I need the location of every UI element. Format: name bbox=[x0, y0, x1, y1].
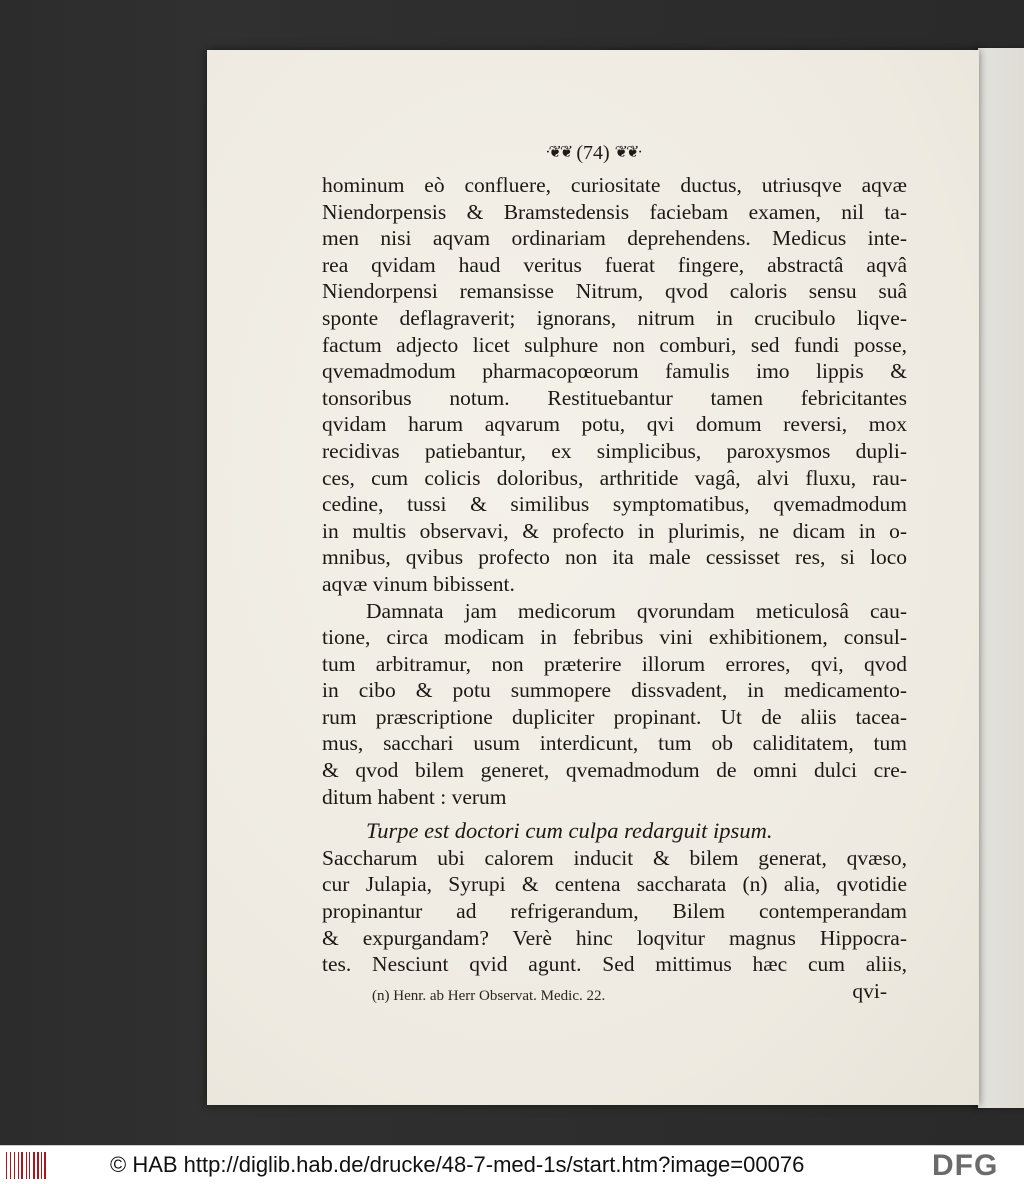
text-line: factum adjecto licet sulphure non comburi, sed fundi posse, bbox=[322, 332, 907, 357]
dfg-logo: DFG bbox=[932, 1149, 999, 1182]
text-line: cedine, tussi & similibus symptomatibus, qvemadmodum bbox=[322, 492, 907, 517]
text-line: & qvod bilem generet, qvemadmodum de omni dulci cre- bbox=[322, 758, 907, 783]
text-line: sponte deflagraverit; ignorans, nitrum in crucibulo liqve- bbox=[322, 305, 907, 330]
copyright-link[interactable]: © HAB http://diglib.hab.de/drucke/48-7-med-1s/start.htm?image=00076 bbox=[110, 1152, 805, 1177]
next-page-edge bbox=[978, 48, 1024, 1108]
text-line: propinantur ad refrigerandum, Bilem contemperandam bbox=[322, 899, 907, 924]
text-line: aqvæ vinum bibissent. bbox=[322, 571, 515, 596]
text-line: cur Julapia, Syrupi & centena saccharata (n) alia, qvotidie bbox=[322, 872, 907, 897]
text-line: & expurgandam? Verè hinc loqvitur magnus Hippocra- bbox=[322, 925, 907, 950]
page-header bbox=[207, 142, 979, 165]
text-line: recidivas patiebantur, ex simplicibus, paroxysmos dupli- bbox=[322, 438, 907, 463]
text-line: tes. Nesciunt qvid agunt. Sed mittimus hæc cum aliis, bbox=[322, 952, 907, 977]
text-line: Niendorpensis & Bramstedensis faciebam examen, nil ta- bbox=[322, 199, 907, 224]
footnote: (n) Henr. ab Herr Observat. Medic. 22. bbox=[372, 988, 606, 1004]
text-line: tione, circa modicam in febribus vini exhibitionem, consul- bbox=[322, 625, 907, 650]
text-line: in cibo & potu summopere dissvadent, in medicamento- bbox=[322, 678, 907, 703]
ornament-right-icon: ❦❦· bbox=[614, 144, 641, 161]
text-line: tonsoribus notum. Restituebantur tamen febricitantes bbox=[322, 385, 907, 410]
text-line: Niendorpensi remansisse Nitrum, qvod caloris sensu suâ bbox=[322, 279, 907, 304]
text-line: men nisi aqvam ordinariam deprehendens. Medicus inte- bbox=[322, 226, 907, 251]
text-line: ces, cum colicis doloribus, arthritide vagâ, alvi fluxu, rau- bbox=[322, 465, 907, 490]
text-line: Saccharum ubi calorem inducit & bilem generat, qvæso, bbox=[322, 845, 907, 870]
text-line: ditum habent : verum bbox=[322, 784, 507, 809]
text-line: qvidam harum aqvarum potu, qvi domum reversi, mox bbox=[322, 412, 907, 437]
status-bar bbox=[0, 1145, 1024, 1184]
text-line: qvemadmodum pharmacopœorum famulis imo lippis & bbox=[322, 359, 907, 384]
page-text bbox=[322, 172, 907, 1004]
text-line: rea qvidam haud veritus fuerat fingere, abstractâ aqvâ bbox=[322, 252, 907, 277]
quotation-line: Turpe est doctori cum culpa redarguit ipsum. bbox=[366, 818, 773, 844]
text-line: hominum eò confluere, curiositate ductus, utriusqve aqvæ bbox=[322, 173, 907, 197]
text-line: mnibus, qvibus profecto non ita male cessisset res, si loco bbox=[322, 545, 907, 570]
hab-barcode-icon[interactable] bbox=[6, 1152, 46, 1179]
ornament-left-icon: ·❦❦ bbox=[545, 144, 572, 161]
text-line: rum præscriptione dupliciter propinant. Ut de aliis tacea- bbox=[322, 704, 907, 729]
page-number: (74) bbox=[576, 142, 610, 164]
catchword: qvi- bbox=[852, 978, 887, 1003]
text-line: Damnata jam medicorum qvorundam meticulosâ cau- bbox=[366, 598, 907, 623]
line-gap bbox=[322, 810, 907, 818]
text-line: tum arbitramur, non præterire illorum errores, qvi, qvod bbox=[322, 651, 907, 676]
text-line: mus, sacchari usum interdicunt, tum ob caliditatem, tum bbox=[322, 731, 907, 756]
text-line: in multis observavi, & profecto in plurimis, ne dicam in o- bbox=[322, 518, 907, 543]
book-page bbox=[207, 50, 979, 1105]
